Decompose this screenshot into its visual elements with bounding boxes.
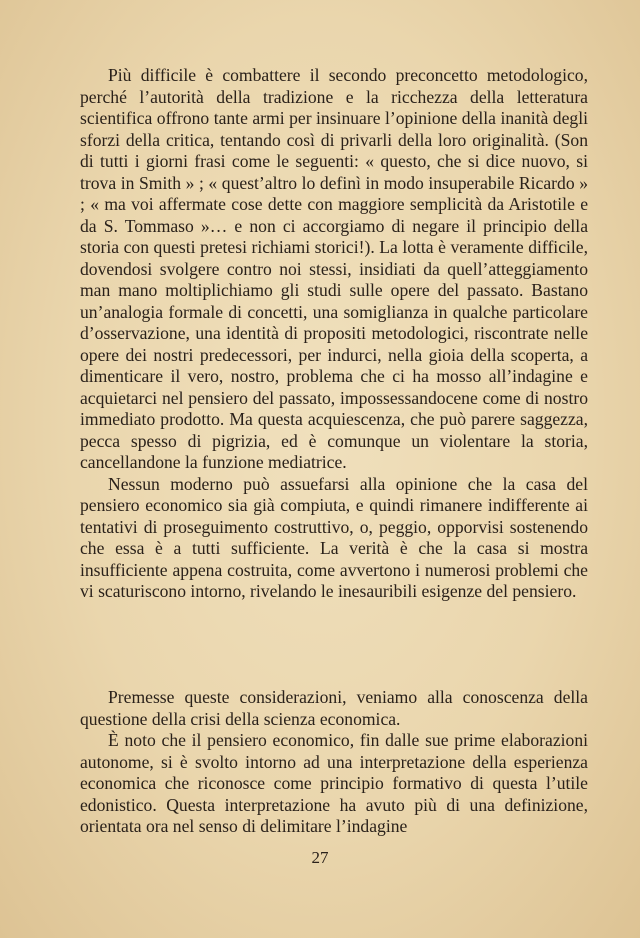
text-section-2 xyxy=(80,687,588,838)
text-section-1 xyxy=(80,65,588,603)
paragraph: Premesse queste considerazioni, veniamo alla conoscenza della questione della crisi della scienza economica. xyxy=(80,687,588,729)
paragraph: Più difficile è combattere il secondo preconcetto metodologico, perché l’autorità della tradizione e la ricchezza della letteratura scientifica offrono tante armi per insinuare l’opinione della inanità degli sforzi della critica, tentando così di privarli della loro originalità. (Son di tutti i giorni frasi come le seguenti: « questo, che si dice nuovo, si trova in Smith » ; « quest’altro lo definì in modo insuperabile Ricardo » ; « ma voi affermate cose dette con maggiore semplicità da Aristotile e da S. Tommaso »… e non ci accorgiamo di negare il principio della storia con questi pretesi richiami storici!). La lotta è veramente difficile, dovendosi svolgere contro noi stessi, insidiati da quell’atteggiamento man mano moltiplichiamo gli studi sulle opere del passato. Bastano un’analogia formale di concetti, una somiglianza in qualche particolare d’osservazione, una identità di propositi metodologici, riscontrate nelle opere dei nostri predecessori, per indurci, nella gioia della scoperta, a dimenticare il vero, nostro, problema che ci ha mosso all’indagine e acquietarci nel pensiero del passato, impossessandocene come di nostro immediato prodotto. Ma questa acquiescenza, che può parere saggezza, pecca spesso di pigrizia, ed è comunque un violentare la storia, cancellandone la funzione mediatrice. xyxy=(80,65,588,472)
page-number: 27 xyxy=(311,848,329,867)
paragraph: È noto che il pensiero economico, fin dalle sue prime elaborazioni autonome, si è svolto intorno ad una interpretazione della esperienza economica che riconosce come principio formativo di questa l’utile edonistico. Questa interpretazione ha avuto più di una definizione, orientata ora nel senso di delimitare l’indagine xyxy=(80,730,588,836)
paragraph: Nessun moderno può assuefarsi alla opinione che la casa del pensiero economico sia già compiuta, e quindi rimanere indifferente ai tentativi di proseguimento costruttivo, o, peggio, opporvisi sostenendo che essa è a tutti sufficiente. La verità è che la casa si mostra insufficiente appena costruita, come avvertono i numerosi problemi che vi scaturiscono intorno, rivelando le inesauribili esigenze del pensiero. xyxy=(80,473,588,601)
